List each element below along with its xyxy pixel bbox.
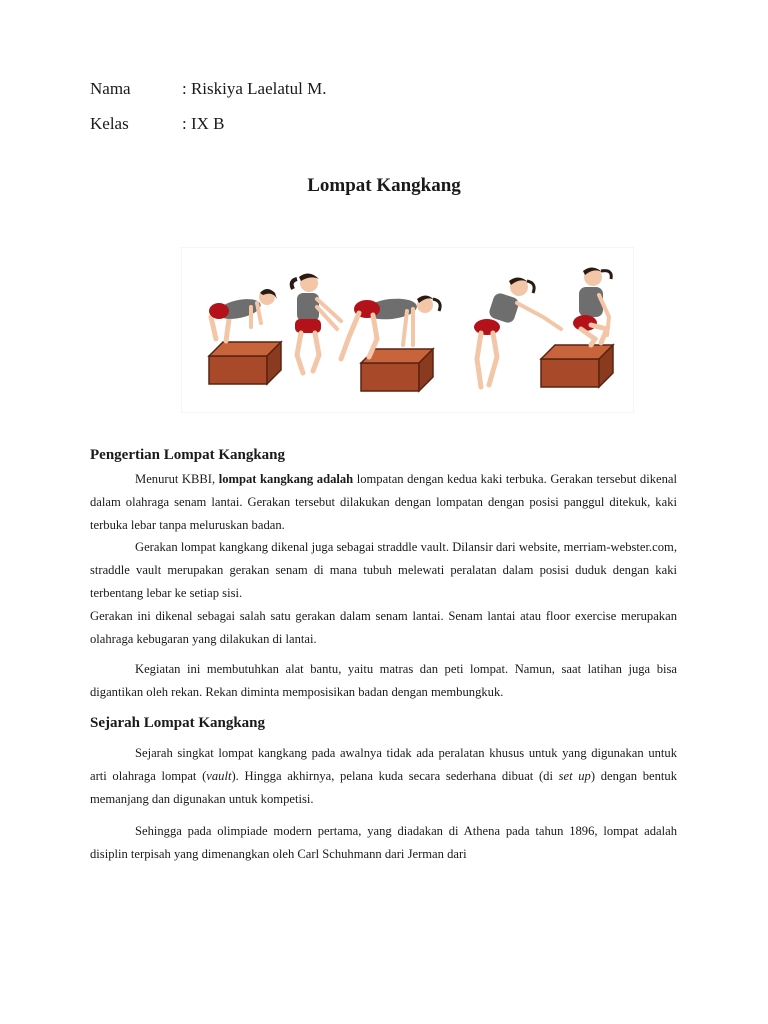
vault-box-3 xyxy=(541,345,613,387)
kelas-label: Kelas xyxy=(90,114,129,133)
vault-box-1 xyxy=(209,342,281,384)
paragraph-sejarah-2: Sehingga pada olimpiade modern pertama, yang diadakan di Athena pada tahun 1896, lompat adalah disiplin terpisah yang dimenangkan oleh Carl Schuhmann dari Jerman dari xyxy=(90,824,677,862)
kelas-field xyxy=(90,114,225,134)
nama-label: Nama xyxy=(90,79,131,98)
text-run: lompatan dengan kedua kaki terbuka. Gerakan tersebut dikenal dalam olahraga senam lantai. Gerakan tersebut dilakukan dengan lompatan dengan posisi panggul ditekuk, kaki terbuka lebar tanpa meluruskan badan. xyxy=(90,472,677,532)
section-heading-pengertian: Pengertian Lompat Kangkang xyxy=(90,447,286,463)
paragraph-pengertian-3: Gerakan ini dikenal sebagai salah satu gerakan dalam senam lantai. Senam lantai atau floor exercise merupakan olahraga kebugaran yang dilakukan di lantai. xyxy=(90,608,677,646)
paragraph-pengertian-1 xyxy=(90,468,677,536)
text-run: Menurut KBBI, xyxy=(135,472,219,486)
page-title: Lompat Kangkang xyxy=(307,175,461,196)
paragraph-pengertian-4: Kegiatan ini membutuhkan alat bantu, yaitu matras dan peti lompat. Namun, saat latihan juga bisa digantikan oleh rekan. Rekan diminta memposisikan badan dengan membungkuk. xyxy=(90,662,677,700)
italic-term: set up xyxy=(558,768,591,783)
nama-value: : Riskiya Laelatul M. xyxy=(182,79,327,98)
paragraph-sejarah-1 xyxy=(90,742,677,810)
italic-term: vault xyxy=(206,768,232,783)
text-run: Sejarah singkat lompat kangkang pada awalnya tidak ada peralatan khusus untuk yang digunakan untuk arti olahraga lompat ( xyxy=(90,745,677,783)
straddle-vault-illustration xyxy=(181,247,634,413)
section-heading-sejarah: Sejarah Lompat Kangkang xyxy=(90,714,266,731)
kelas-value: : IX B xyxy=(182,114,225,133)
text-run: ) dengan bentuk memanjang dan digunakan untuk kompetisi. xyxy=(90,768,677,806)
nama-field xyxy=(90,79,326,99)
bold-term: lompat kangkang adalah xyxy=(218,472,354,486)
paragraph-pengertian-2: Gerakan lompat kangkang dikenal juga sebagai straddle vault. Dilansir dari website, merriam-webster.com, straddle vault merupakan gerakan senam di mana tubuh melewati peralatan dalam posisi duduk dengan kaki terbentang lebar ke setiap sisi. xyxy=(90,540,677,600)
text-run: ). Hingga akhirnya, pelana kuda secara sederhana dibuat (di xyxy=(231,768,559,783)
document-body xyxy=(90,444,677,866)
